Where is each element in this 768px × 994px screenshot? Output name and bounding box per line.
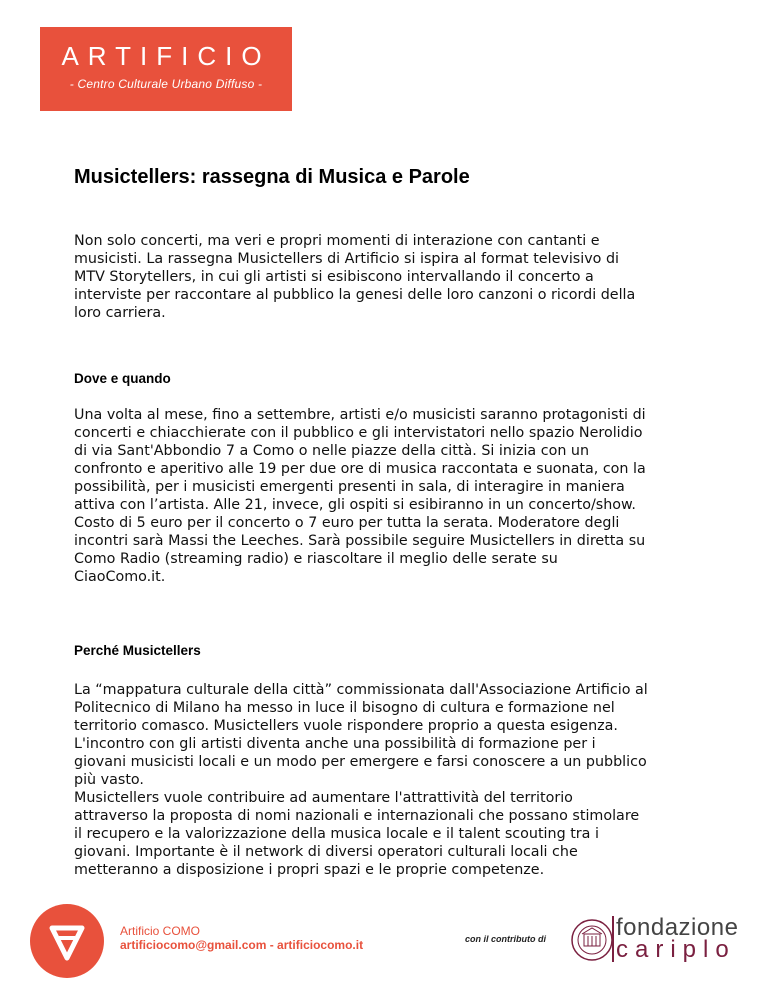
paragraph-line: concerti e chiacchierate con il pubblico e gli intervistatori nello spazio Nerolidio: [74, 425, 643, 441]
sponsor-name-line2: cariplo: [616, 936, 736, 963]
sponsor-divider: [612, 916, 614, 962]
paragraph-line: attraverso la proposta di nomi nazionali e internazionali che possano stimolare: [74, 808, 640, 824]
perche-musictellers-paragraph: [74, 681, 704, 879]
page-title: Musictellers: rassegna di Musica e Parole: [74, 166, 470, 188]
contribution-label: con il contributo di: [465, 934, 546, 944]
paragraph-line: di via Sant'Abbondio 7 a Como o nelle piazze della città. Si inizia con un: [74, 443, 590, 459]
paragraph-line: territorio comasco. Musictellers vuole rispondere proprio a questa esigenza.: [74, 718, 618, 734]
fondazione-seal-icon: [570, 918, 614, 962]
paragraph-line: La “mappatura culturale della città” commissionata dall'Associazione Artificio al: [74, 682, 648, 698]
paragraph-line: il recupero e la valorizzazione della musica locale e il talent scouting tra i: [74, 826, 599, 842]
paragraph-line: L'incontro con gli artisti diventa anche una possibilità di formazione per i: [74, 736, 596, 752]
section-heading-dove-e-quando: Dove e quando: [74, 371, 171, 386]
intro-paragraph: [74, 232, 704, 322]
intro-line: musicisti. La rassegna Musictellers di Artificio si ispira al format televisivo di: [74, 251, 620, 267]
intro-line: loro carriera.: [74, 305, 166, 321]
paragraph-line: Una volta al mese, fino a settembre, artisti e/o musicisti saranno protagonisti di: [74, 407, 646, 423]
intro-line: MTV Storytellers, in cui gli artisti si esibiscono intervallando il concerto a: [74, 269, 594, 285]
paragraph-line: Politecnico di Milano ha messo in luce il bisogno di cultura e formazione nel: [74, 700, 615, 716]
intro-line: interviste per raccontare al pubblico la genesi delle loro canzoni o ricordi della: [74, 287, 636, 303]
footer-contacts: artificiocomo@gmail.com - artificiocomo.it: [120, 938, 364, 952]
paragraph-line: incontri sarà Massi the Leeches. Sarà possibile seguire Musictellers in diretta su: [74, 533, 646, 549]
paragraph-line: metteranno a disposizione i propri spazi e le proprie competenze.: [74, 862, 545, 878]
paragraph-line: possibilità, per i musicisti emergenti presenti in sala, di interagire in maniera: [74, 479, 625, 495]
intro-line: Non solo concerti, ma veri e propri momenti di interazione con cantanti e: [74, 233, 600, 249]
dove-e-quando-paragraph: [74, 406, 704, 586]
artificio-emblem-icon: [30, 904, 104, 978]
footer-org-name: Artificio COMO: [120, 924, 201, 938]
section-heading-perche-musictellers: Perché Musictellers: [74, 643, 201, 658]
paragraph-line: giovani. Importante è il network di diversi operatori culturali locali che: [74, 844, 578, 860]
banner-tagline: - Centro Culturale Urbano Diffuso -: [69, 77, 263, 91]
paragraph-line: CiaoComo.it.: [74, 569, 166, 585]
paragraph-line: più vasto.: [74, 772, 144, 788]
paragraph-line: Musictellers vuole contribuire ad aumentare l'attrattività del territorio: [74, 790, 573, 806]
artificio-logo-word: ARTIFICIO: [61, 41, 271, 71]
paragraph-line: giovani musicisti locali e un modo per emergere e farsi conoscere a un pubblico: [74, 754, 647, 770]
paragraph-line: Costo di 5 euro per il concerto o 7 euro per tutta la serata. Moderatore degli: [74, 515, 620, 531]
header-banner: [40, 27, 292, 111]
sponsor-name-line1: fondazione: [616, 914, 739, 941]
paragraph-line: Como Radio (streaming radio) e riascoltare il meglio delle serate su: [74, 551, 558, 567]
paragraph-line: attiva con l’artista. Alle 21, invece, gli ospiti si esibiranno in un concerto/show.: [74, 497, 636, 513]
paragraph-line: confronto e aperitivo alle 19 per due ore di musica raccontata e suonata, con la: [74, 461, 646, 477]
